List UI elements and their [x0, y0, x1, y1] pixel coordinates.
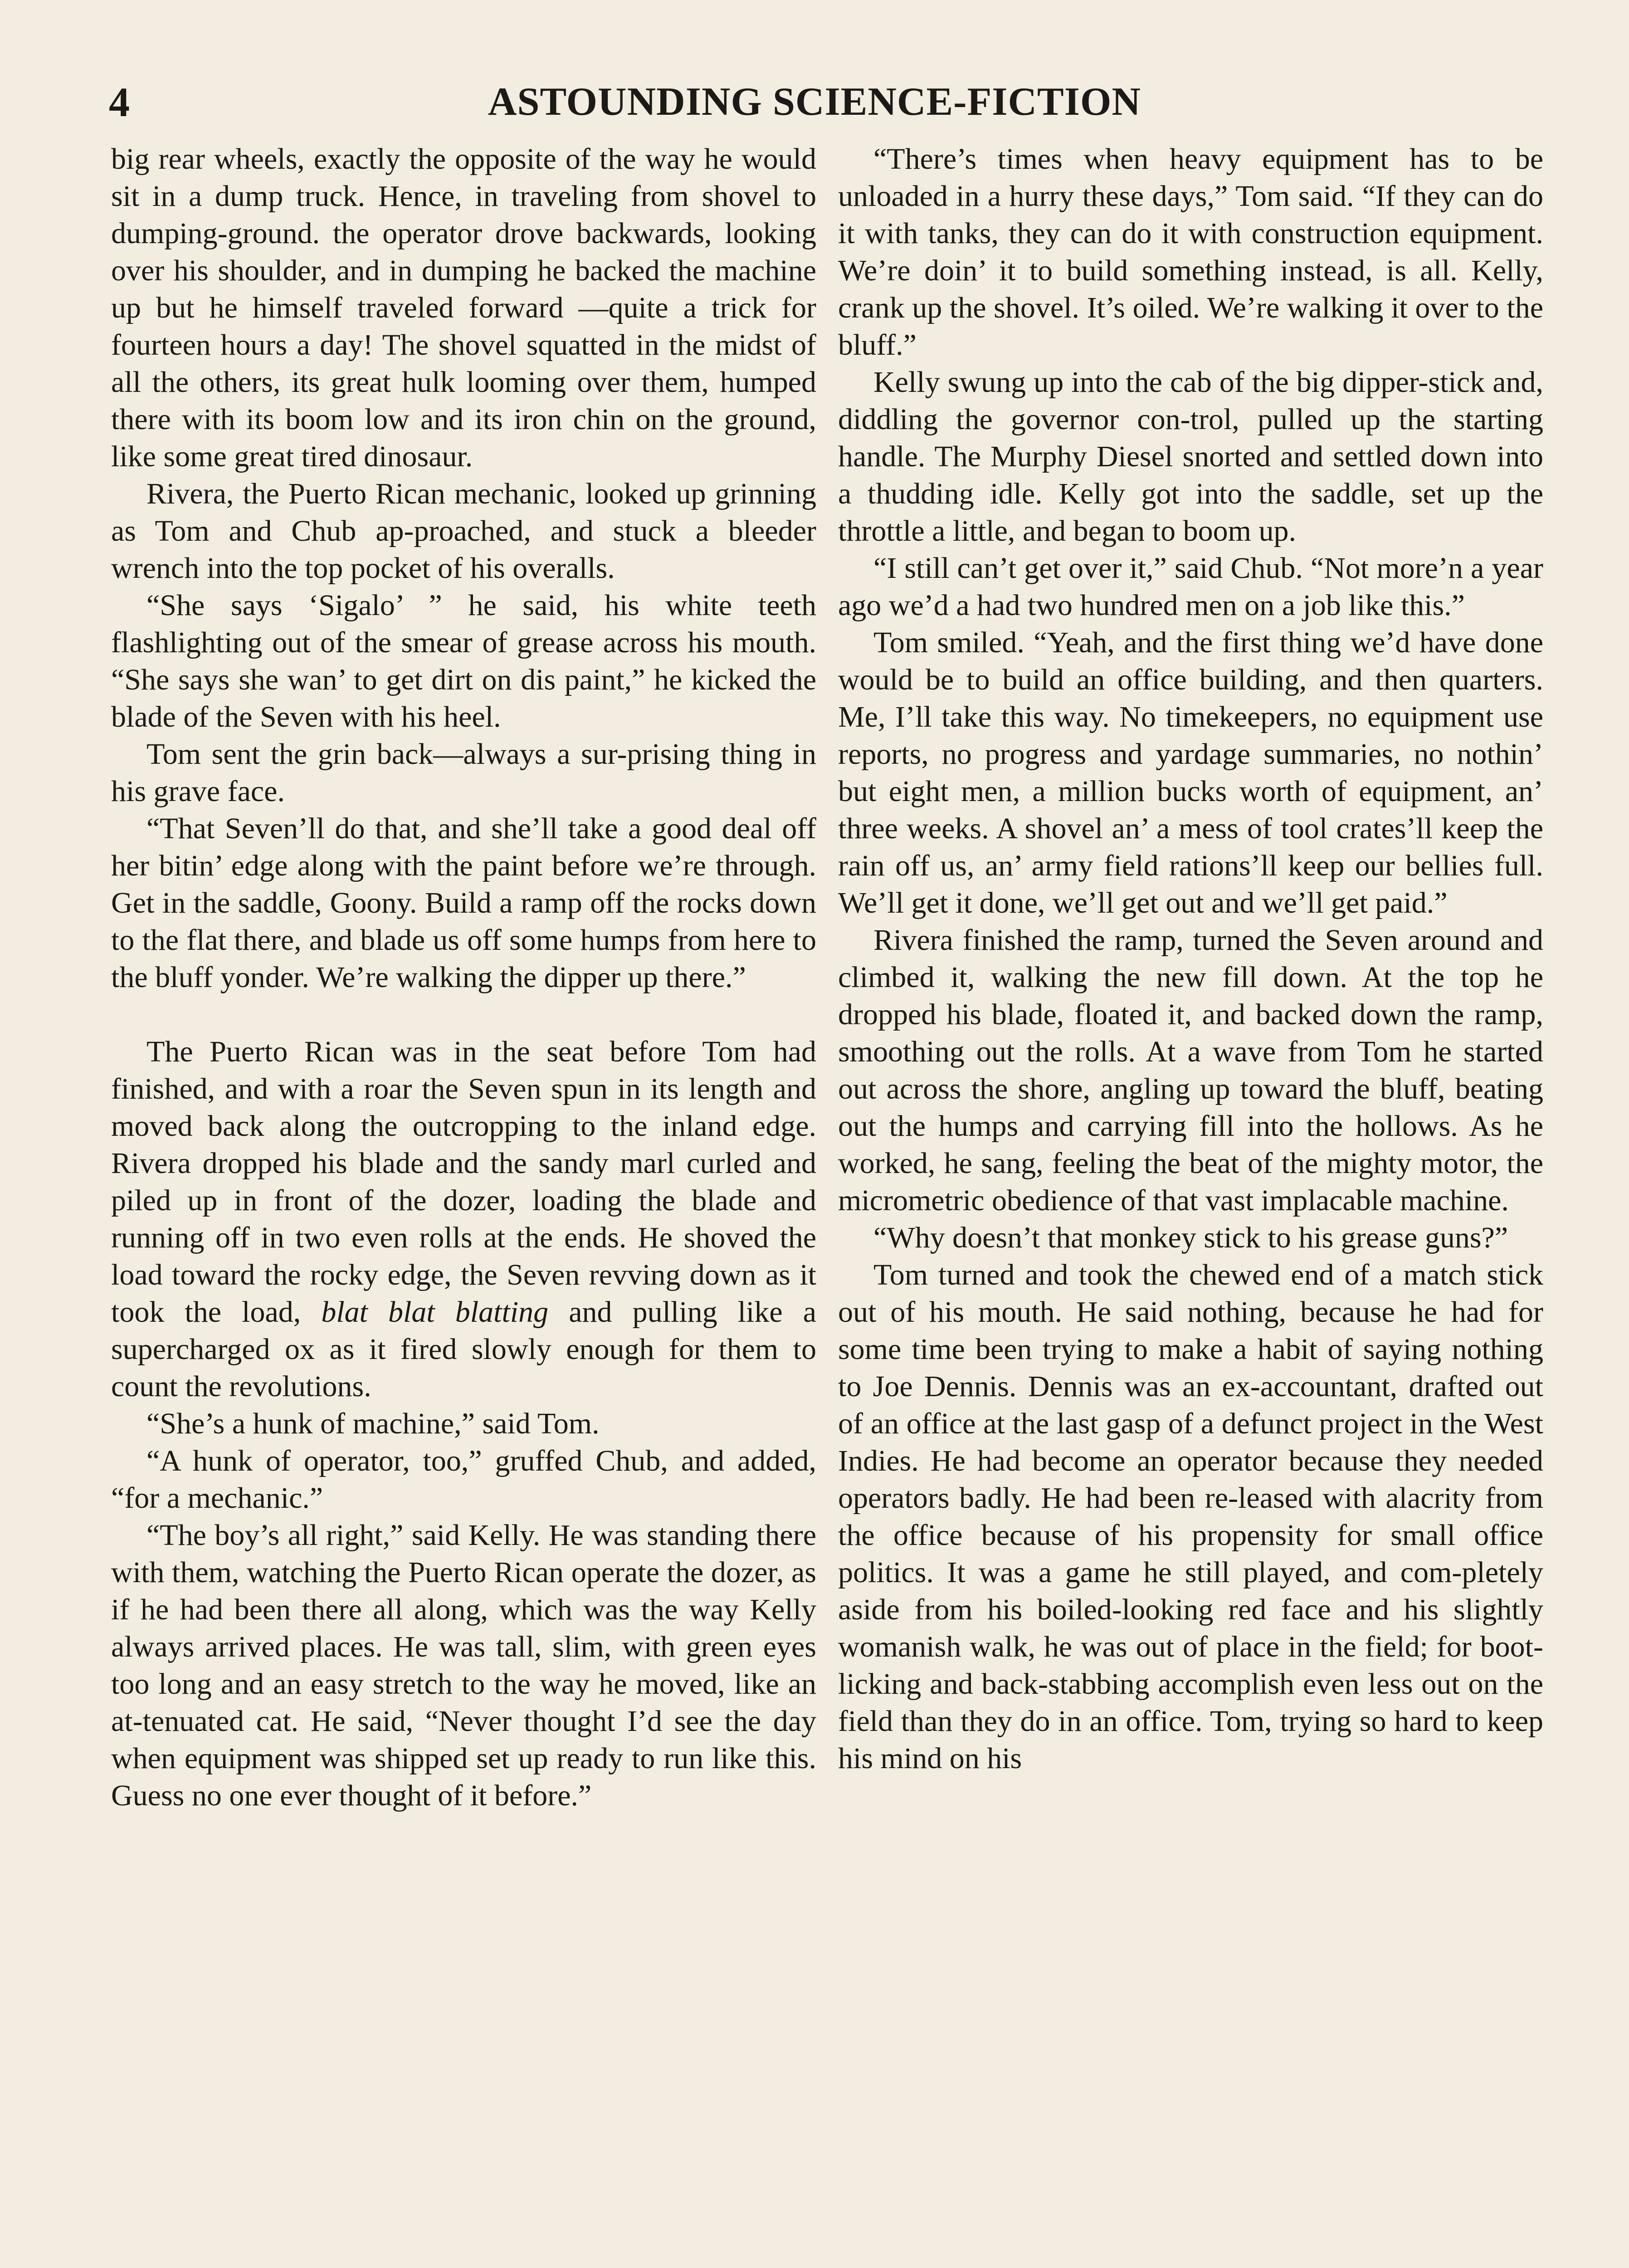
paragraph: “Why doesn’t that monkey stick to his grease guns?”: [873, 1221, 1508, 1254]
page-number: 4: [109, 79, 130, 125]
paragraph-text: The Puerto Rican was in the seat before Tom had finished, and with a roar the Seven spun in its length and moved back along the outcropping to the inland edge. Rivera dropped his blade and the sandy marl curled and piled up in front of the dozer, loading the blade and running off in two even rolls at the ends. He shoved the load toward the rocky edge, the Seven revving down as it took the load,: [111, 1035, 816, 1329]
paragraph: Tom turned and took the chewed end of a match stick out of his mouth. He said nothing, because he had for some time been trying to make a habit of saying nothing to Joe Dennis. Dennis was an ex-accountant, drafted out of an office at the last gasp of a defunct project in the West Indies. He had become an operator because they needed operators badly. He had been re-leased with alacrity from the office because of his propensity for small office politics. It was a game he still played, and com-pletely aside from his boiled-looking red face and his slightly womanish walk, he was out of place in the field; for boot-licking and back-stabbing accomplish even less out on the field than they do in an office. Tom, trying so hard to keep his mind on his: [838, 1258, 1543, 1775]
paragraph: “There’s times when heavy equipment has to be unloaded in a hurry these days,” Tom said. “If they can do it with tanks, they can do it with construction equipment. We’re doin’ it to build something instead, is all. Kelly, crank up the shovel. It’s oiled. We’re walking it over to the bluff.”: [838, 142, 1543, 362]
italic-text: blat blat blatting: [321, 1295, 549, 1329]
paragraph: “I still can’t get over it,” said Chub. “Not more’n a year ago we’d a had two hundred men on a job like this.”: [838, 552, 1543, 622]
paragraph: Tom sent the grin back—always a sur-prising thing in his grave face.: [111, 738, 816, 808]
paragraph: Kelly swung up into the cab of the big dipper-stick and, diddling the governor con-trol, pulled up the starting handle. The Murphy Diesel snorted and settled down into a thudding idle. Kelly got into the saddle, set up the throttle a little, and began to boom up.: [838, 366, 1543, 547]
right-column: [838, 141, 1543, 1777]
paragraph-text: and pulling like a supercharged ox as it fired slowly enough for them to count the revolutions.: [111, 1295, 817, 1403]
paragraph: big rear wheels, exactly the opposite of the way he would sit in a dump truck. Hence, in traveling from shovel to dumping-ground. the operator drove backwards, looking over his shoulder, and in dumping he backed the machine up but he himself traveled forward —quite a trick for fourteen hours a day! The shovel squatted in the midst of all the others, its great hulk looming over them, humped there with its boom low and its iron chin on the ground, like some great tired dinosaur.: [111, 142, 816, 473]
paragraph: “She’s a hunk of machine,” said Tom.: [146, 1407, 600, 1440]
paragraph: Rivera finished the ramp, turned the Seven around and climbed it, walking the new fill down. At the top he dropped his blade, floated it, and backed down the ramp, smoothing out the rolls. At a wave from Tom he started out across the shore, angling up toward the bluff, beating out the humps and carrying fill into the hollows. As he worked, he sang, feeling the beat of the mighty motor, the micrometric obedience of that vast implacable machine.: [838, 924, 1543, 1217]
paragraph: “The boy’s all right,” said Kelly. He was standing there with them, watching the Puerto Rican operate the dozer, as if he had been there all along, which was the way Kelly always arrived places. He was tall, slim, with green eyes too long and an easy stretch to the way he moved, like an at-tenuated cat. He said, “Never thought I’d see the day when equipment was shipped set up ready to run like this. Guess no one ever thought of it before.”: [111, 1519, 816, 1812]
paragraph: Tom smiled. “Yeah, and the first thing we’d have done would be to build an office building, and then quarters. Me, I’ll take this way. No timekeepers, no equipment use reports, no progress and yardage summaries, no nothin’ but eight men, a million bucks worth of equipment, an’ three weeks. A shovel an’ a mess of tool crates’ll keep the rain off us, an’ army field rations’ll keep our bellies full. We’ll get it done, we’ll get out and we’ll get paid.”: [838, 626, 1543, 919]
page-header: [109, 73, 1520, 132]
paragraph: “That Seven’ll do that, and she’ll take a good deal off her bitin’ edge along with the paint before we’re through. Get in the saddle, Goony. Build a ramp off the rocks down to the flat there, and blade us off some humps from here to the bluff yonder. We’re walking the dipper up there.”: [111, 812, 816, 994]
paragraph: Rivera, the Puerto Rican mechanic, looked up grinning as Tom and Chub ap-proached, and stuck a bleeder wrench into the top pocket of his overalls.: [111, 477, 816, 585]
running-title: ASTOUNDING SCIENCE-FICTION: [488, 80, 1141, 124]
paragraph: [111, 1033, 816, 1405]
paragraph: “She says ‘Sigalo’ ” he said, his white teeth flashlighting out of the smear of grease across his mouth. “She says she wan’ to get dirt on dis paint,” he kicked the blade of the Seven with his heel.: [111, 589, 816, 733]
left-column: [111, 141, 816, 1814]
paragraph: “A hunk of operator, too,” gruffed Chub, and added, “for a mechanic.”: [111, 1444, 816, 1515]
